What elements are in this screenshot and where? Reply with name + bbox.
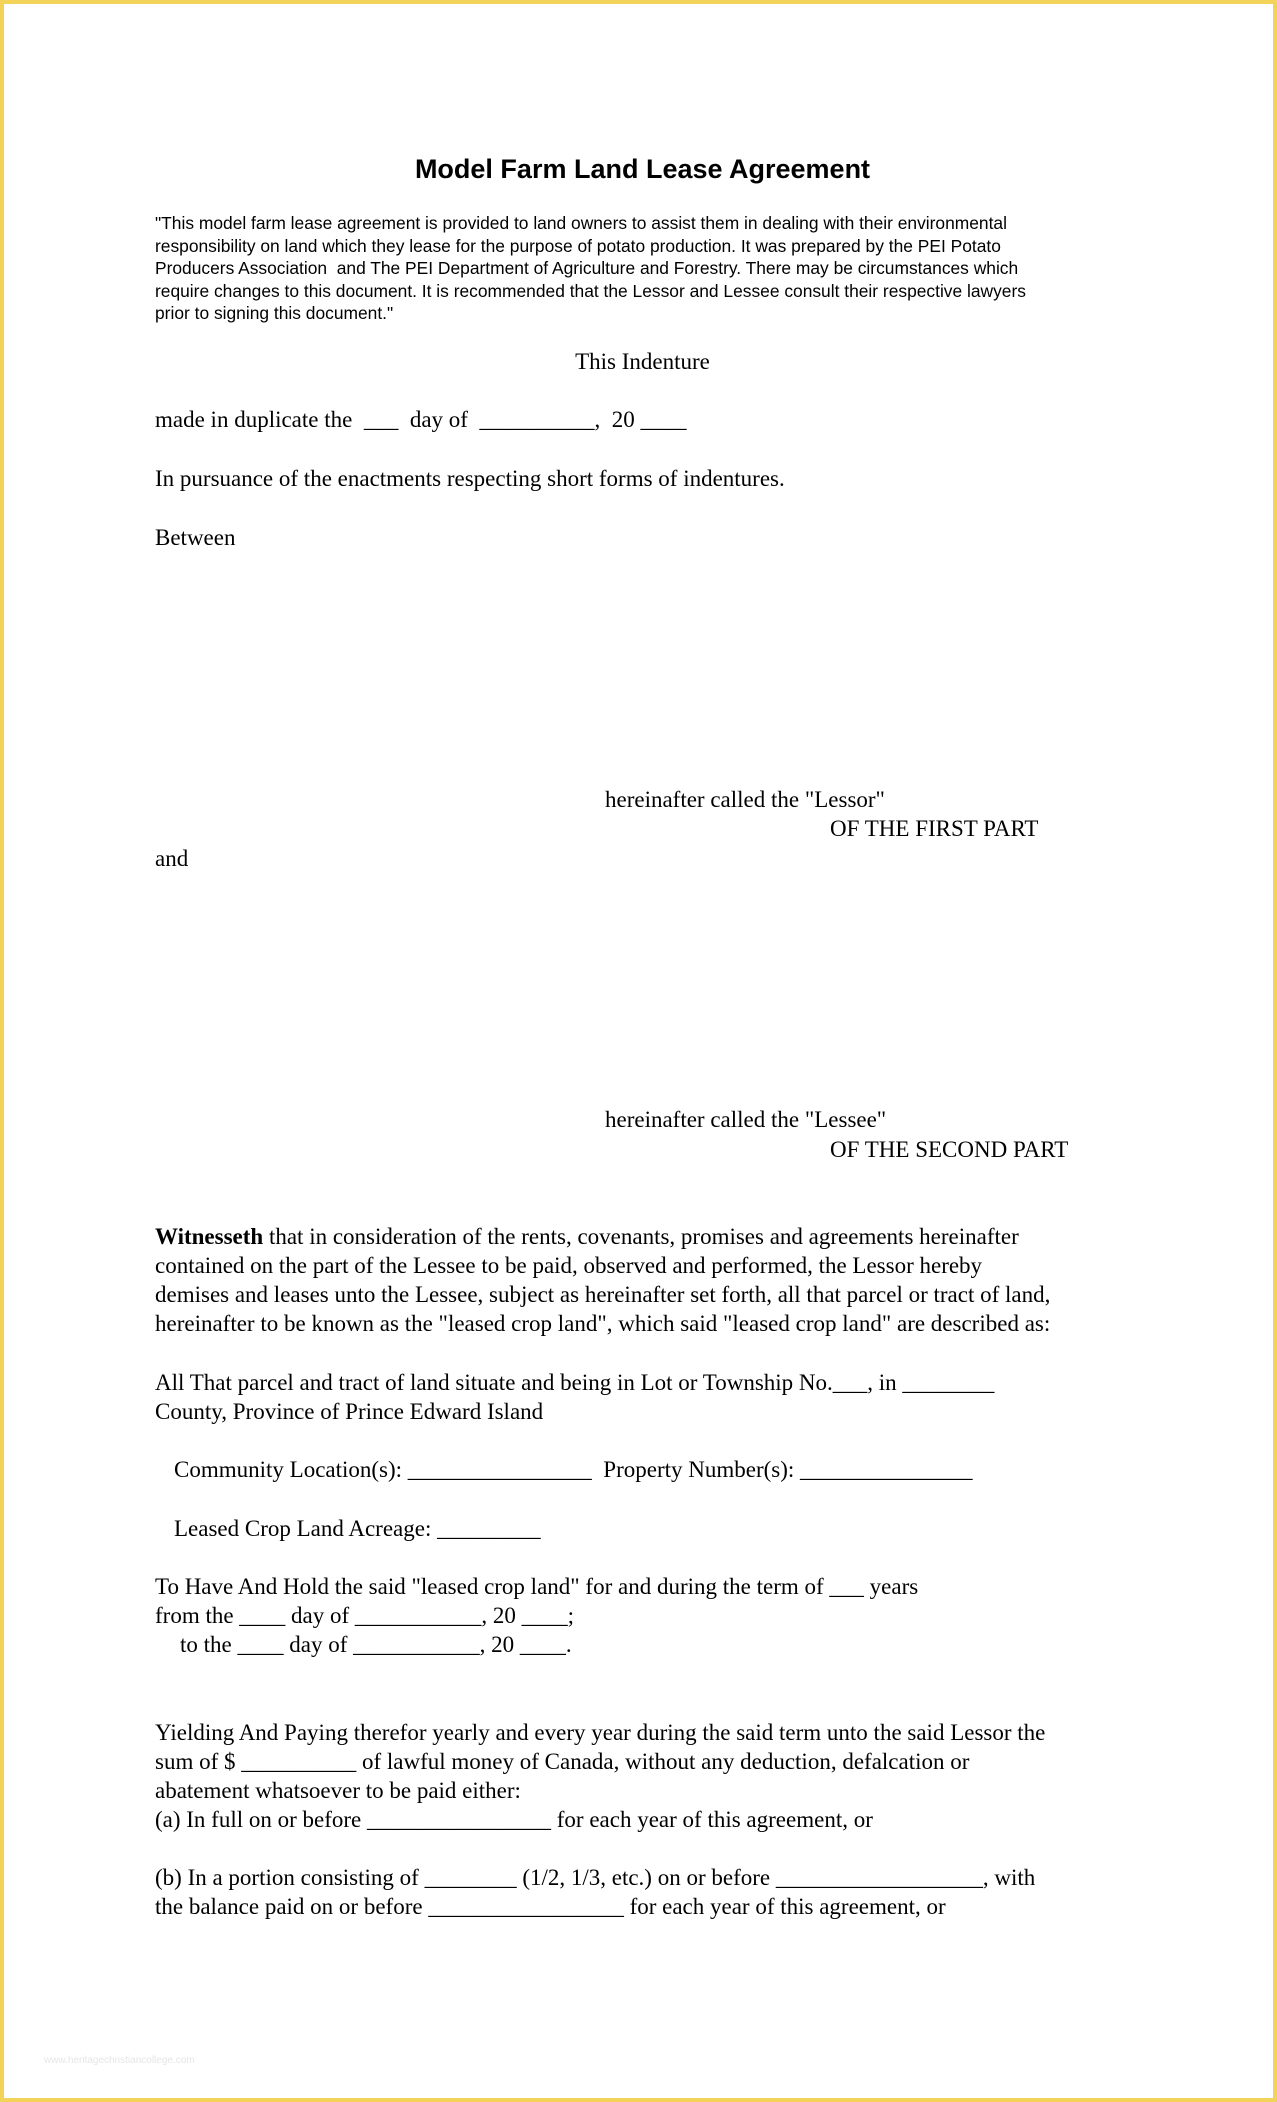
term-line: from the ____ day of ___________, 20 ____; bbox=[155, 1603, 575, 1628]
term-line: to the ____ day of ___________, 20 ____. bbox=[180, 1632, 572, 1657]
between-label: Between bbox=[155, 525, 236, 550]
lessee-called: hereinafter called the "Lessee" bbox=[605, 1107, 887, 1132]
parcel-line: All That parcel and tract of land situate and being in Lot or Township No.___, in ________ bbox=[155, 1370, 995, 1395]
witnesseth-line: contained on the part of the Lessee to be paid, observed and performed, the Lessor hereby bbox=[155, 1253, 983, 1278]
acreage-line: Leased Crop Land Acreage: _________ bbox=[174, 1516, 541, 1541]
intro-line: prior to signing this document." bbox=[155, 303, 394, 323]
witnesseth-first-line bbox=[155, 1224, 1019, 1250]
second-part-label: OF THE SECOND PART bbox=[830, 1137, 1069, 1162]
witnesseth-keyword: Witnesseth bbox=[155, 1224, 264, 1249]
witnesseth-line: demises and leases unto the Lessee, subject as hereinafter set forth, all that parcel or tract of land, bbox=[155, 1282, 1051, 1307]
yielding-line: abatement whatsoever to be paid either: bbox=[155, 1778, 521, 1803]
intro-line: "This model farm lease agreement is provided to land owners to assist them in dealing with their environmental bbox=[155, 213, 1007, 233]
lessor-called: hereinafter called the "Lessor" bbox=[605, 787, 885, 812]
intro-line: require changes to this document. It is recommended that the Lessor and Lessee consult their respective lawyers bbox=[155, 280, 1026, 301]
made-line: made in duplicate the ___ day of __________, 20 ____ bbox=[155, 407, 687, 432]
and-label: and bbox=[155, 846, 189, 871]
intro-line: Producers Association and The PEI Department of Agriculture and Forestry. There may be circumstances which bbox=[155, 258, 1019, 278]
community-line: Community Location(s): ________________ Property Number(s): _______________ bbox=[174, 1457, 973, 1482]
intro-line: responsibility on land which they lease for the purpose of potato production. It was prepared by the PEI Potato bbox=[155, 235, 1001, 256]
document-title: Model Farm Land Lease Agreement bbox=[414, 154, 871, 184]
yielding-line: Yielding And Paying therefor yearly and every year during the said term unto the said Lessor the bbox=[155, 1720, 1046, 1745]
first-part-label: OF THE FIRST PART bbox=[830, 816, 1039, 841]
parcel-line: County, Province of Prince Edward Island bbox=[155, 1399, 544, 1424]
portion-line: (b) In a portion consisting of ________ (1/2, 1/3, etc.) on or before __________________, with bbox=[155, 1865, 1036, 1890]
yielding-line: (a) In full on or before ________________ for each year of this agreement, or bbox=[155, 1807, 873, 1832]
portion-line: the balance paid on or before _________________ for each year of this agreement, or bbox=[155, 1894, 946, 1919]
yielding-line: sum of $ __________ of lawful money of Canada, without any deduction, defalcation or bbox=[155, 1749, 970, 1774]
witnesseth-rest: that in consideration of the rents, covenants, promises and agreements hereinafter bbox=[263, 1224, 1019, 1249]
indenture-heading: This Indenture bbox=[575, 349, 710, 374]
pursuance-line: In pursuance of the enactments respecting short forms of indentures. bbox=[155, 466, 785, 491]
term-line: To Have And Hold the said "leased crop land" for and during the term of ___ years bbox=[155, 1574, 919, 1599]
watermark-text: www.heritagechristiancollege.com bbox=[44, 2055, 195, 2066]
intro-note bbox=[155, 212, 1145, 325]
witnesseth-line: hereinafter to be known as the "leased crop land", which said "leased crop land" are described as: bbox=[155, 1311, 1051, 1336]
